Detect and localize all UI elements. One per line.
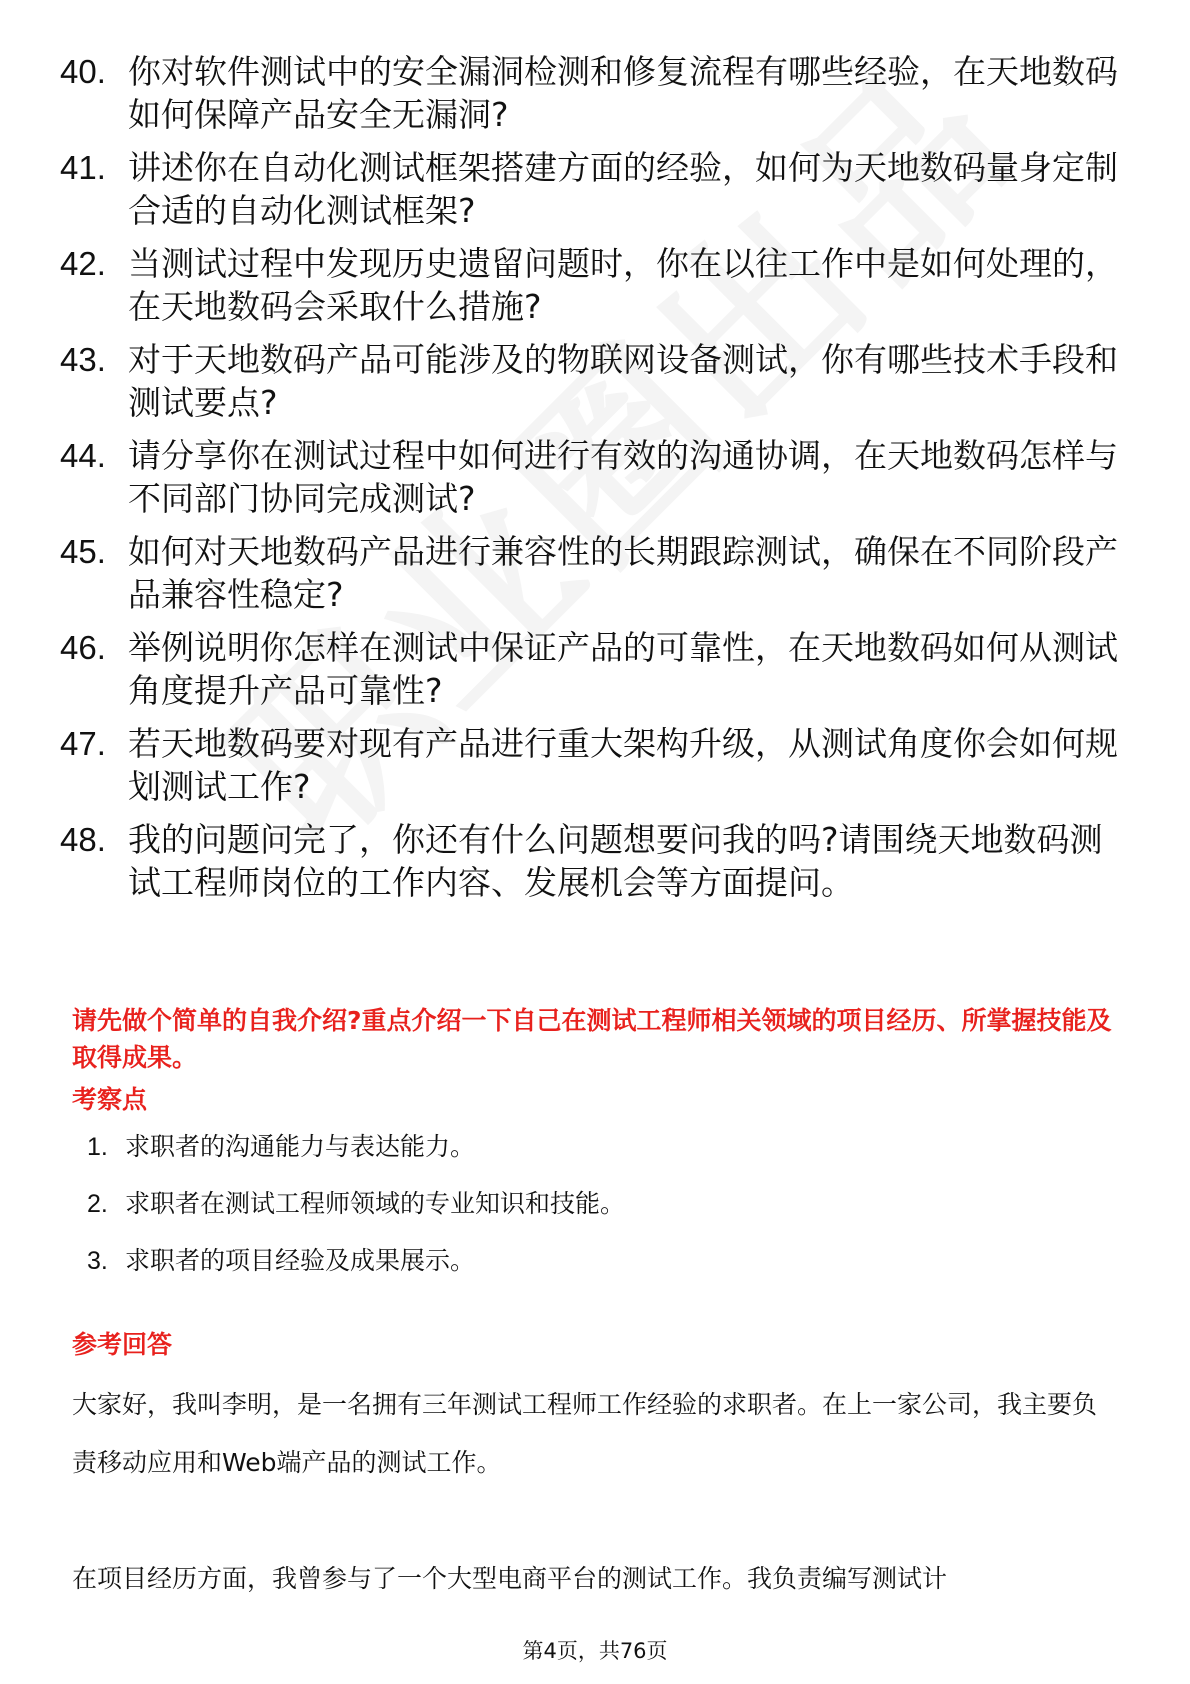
question-item	[60, 530, 1130, 616]
question-item	[60, 242, 1130, 328]
question-text: 你对软件测试中的安全漏洞检测和修复流程有哪些经验，在天地数码如何保障产品安全无漏洞?	[128, 52, 1118, 134]
question-text: 若天地数码要对现有产品进行重大架构升级，从测试角度你会如何规划测试工作?	[128, 724, 1118, 806]
focus-point-text: 求职者的沟通能力与表达能力。	[125, 1132, 476, 1161]
answer-label: 参考回答	[72, 1330, 173, 1359]
question-item	[60, 146, 1130, 232]
question-item	[60, 434, 1130, 520]
question-number: 43.	[60, 341, 106, 378]
intro-question-heading: 请先做个简单的自我介绍?重点介绍一下自己在测试工程师相关领域的项目经历、所掌握技能及取得成果。	[72, 1006, 1112, 1072]
question-item	[60, 338, 1130, 424]
focus-label: 考察点	[72, 1085, 148, 1114]
focus-point-number: 2.	[87, 1190, 108, 1218]
focus-point-number: 1.	[87, 1133, 108, 1161]
answer-paragraph: 大家好，我叫李明，是一名拥有三年测试工程师工作经验的求职者。在上一家公司，我主要负责移动应用和Web端产品的测试工作。	[72, 1390, 1098, 1477]
question-number: 47.	[60, 725, 106, 762]
question-item	[60, 818, 1130, 904]
focus-point-number: 3.	[87, 1247, 108, 1275]
answer-paragraph: 在项目经历方面，我曾参与了一个大型电商平台的测试工作。我负责编写测试计	[72, 1564, 948, 1593]
question-text: 请分享你在测试过程中如何进行有效的沟通协调，在天地数码怎样与不同部门协同完成测试?	[128, 436, 1118, 518]
question-number: 40.	[60, 53, 106, 90]
question-number: 46.	[60, 629, 106, 666]
question-number: 48.	[60, 821, 106, 858]
question-number: 45.	[60, 533, 106, 570]
question-number: 44.	[60, 437, 106, 474]
focus-point	[87, 1130, 475, 1164]
question-text: 当测试过程中发现历史遗留问题时，你在以往工作中是如何处理的，在天地数码会采取什么措施?	[128, 244, 1118, 326]
page-footer: 第4页，共76页	[522, 1639, 668, 1663]
question-item	[60, 50, 1130, 136]
question-text: 讲述你在自动化测试框架搭建方面的经验，如何为天地数码量身定制合适的自动化测试框架?	[128, 148, 1118, 230]
focus-point	[87, 1244, 475, 1278]
question-text: 我的问题问完了，你还有什么问题想要问我的吗?请围绕天地数码测试工程师岗位的工作内容、发展机会等方面提问。	[128, 820, 1103, 902]
focus-point	[87, 1187, 625, 1221]
question-number: 41.	[60, 149, 106, 186]
question-text: 举例说明你怎样在测试中保证产品的可靠性，在天地数码如何从测试角度提升产品可靠性?	[128, 628, 1118, 710]
question-number: 42.	[60, 245, 106, 282]
focus-point-text: 求职者的项目经验及成果展示。	[125, 1246, 476, 1275]
focus-point-text: 求职者在测试工程师领域的专业知识和技能。	[125, 1189, 626, 1218]
question-item	[60, 722, 1130, 808]
question-text: 对于天地数码产品可能涉及的物联网设备测试，你有哪些技术手段和测试要点?	[128, 340, 1118, 422]
question-text: 如何对天地数码产品进行兼容性的长期跟踪测试，确保在不同阶段产品兼容性稳定?	[128, 532, 1118, 614]
question-item	[60, 626, 1130, 712]
